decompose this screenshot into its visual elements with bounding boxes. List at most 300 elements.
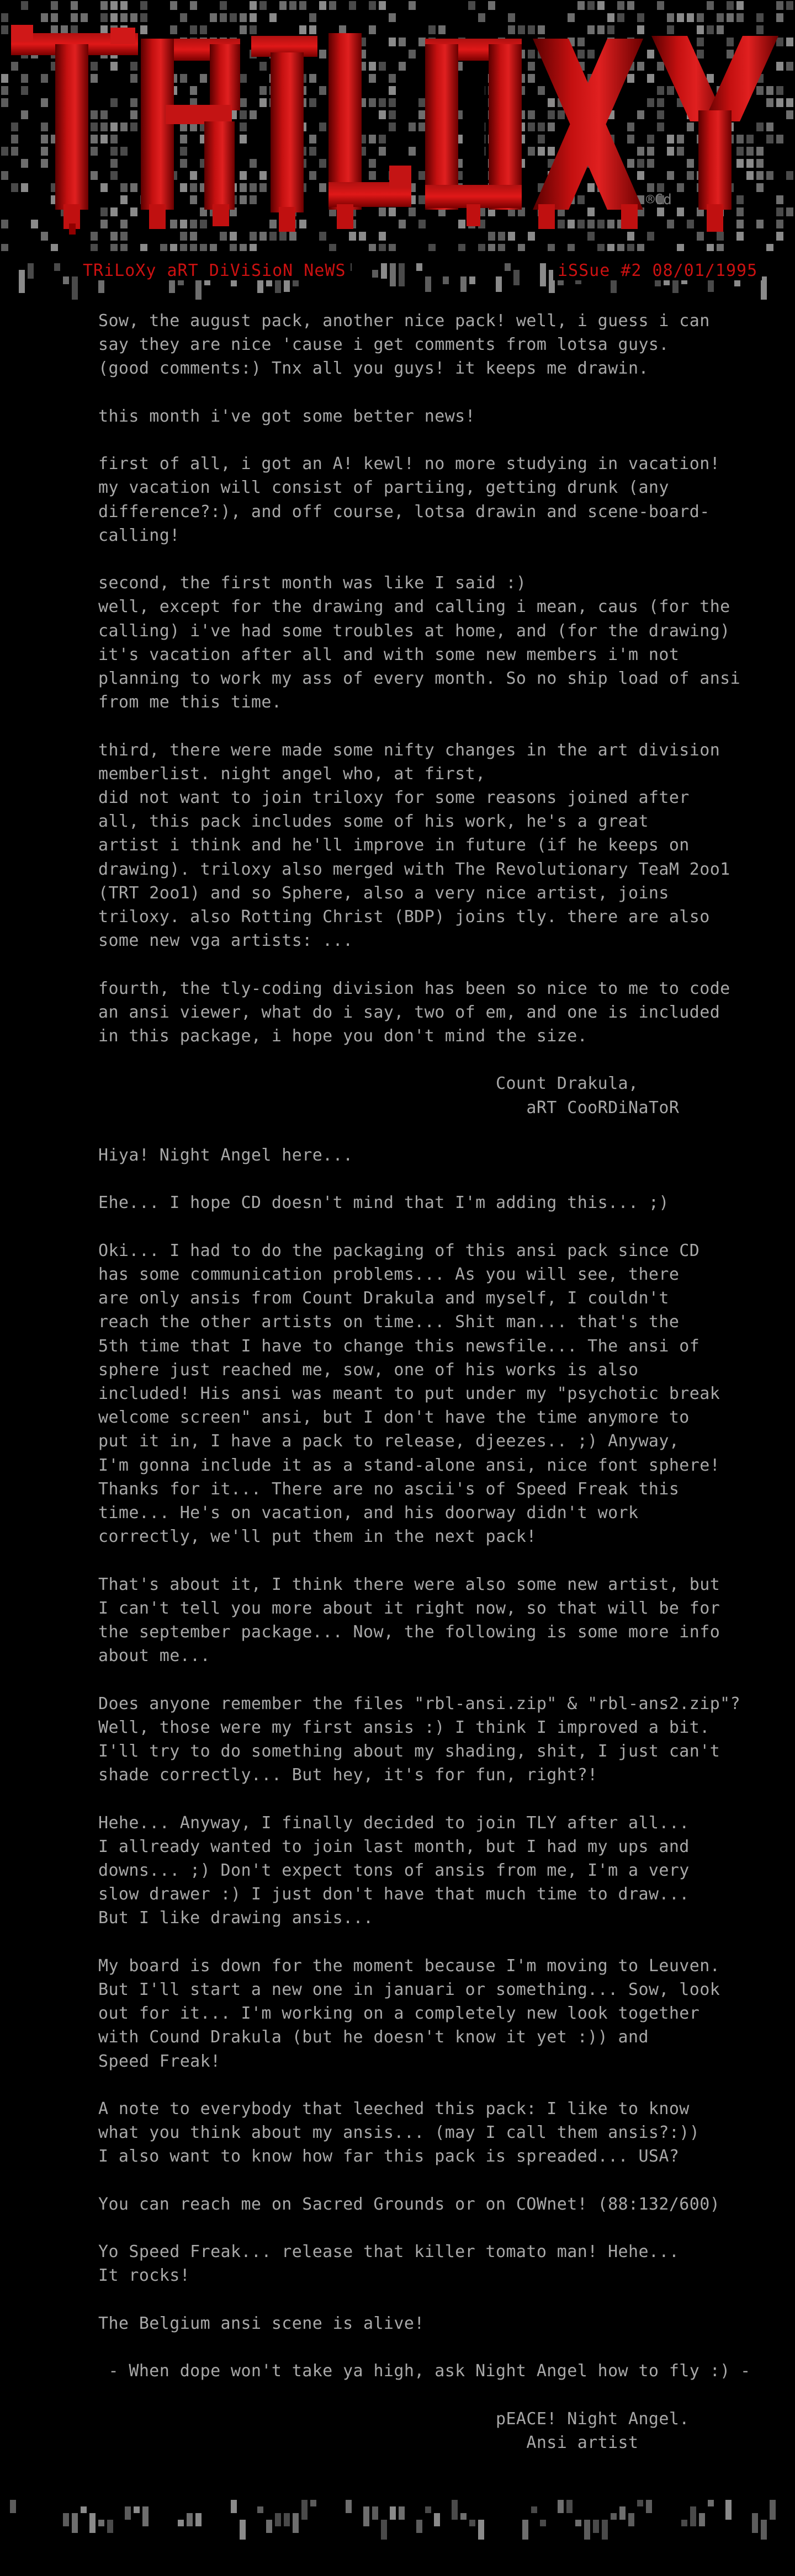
footer-block [752, 2513, 758, 2533]
background-block [41, 123, 48, 131]
paragraph: My board is down for the moment because I'm moving to Leuven. But I'll start a new one in januari or something... Sow, look out for it... I'm working on a completely new look together with Cound Drakula (but he doesn't know it yet :)) and Speed Freak! [98, 1956, 720, 2071]
background-block [91, 74, 98, 83]
background-block [548, 147, 555, 156]
background-block [597, 25, 605, 34]
background-block [727, 13, 734, 22]
background-block [120, 123, 128, 131]
background-block [627, 123, 634, 131]
background-block [140, 13, 147, 22]
background-block [220, 232, 227, 241]
background-block [309, 147, 316, 156]
background-block [91, 110, 98, 119]
background-block [309, 98, 316, 107]
header-bar [0, 251, 795, 301]
background-block [51, 13, 58, 22]
background-block [250, 159, 257, 168]
background-block [587, 50, 595, 58]
background-block [478, 244, 485, 251]
background-block [259, 62, 267, 71]
background-block [786, 98, 793, 107]
footer-block [399, 2506, 405, 2520]
background-block [617, 1, 624, 10]
footer-block [257, 2506, 263, 2513]
footer-block [134, 2506, 140, 2513]
background-block [110, 13, 118, 22]
background-block [369, 62, 376, 71]
background-block [240, 13, 247, 22]
footer-block [372, 2506, 378, 2520]
background-block [369, 74, 376, 83]
footer-block [522, 2520, 528, 2540]
footer-block [611, 2513, 617, 2520]
paragraph: fourth, the tly-coding division has been so nice to me to code an ansi viewer, what do i say, two of em, and one is included in this package, i hope you don't mind the size. [98, 978, 730, 1046]
background-block [100, 13, 108, 22]
background-block [309, 74, 316, 83]
background-block [289, 1, 296, 10]
footer-block [107, 2520, 113, 2533]
background-block [180, 13, 187, 22]
background-block [528, 147, 535, 156]
footer-block [81, 2506, 87, 2513]
background-block [587, 25, 595, 34]
background-block [11, 123, 18, 131]
footer-block [478, 2520, 484, 2540]
background-block [389, 38, 396, 46]
background-block [339, 25, 346, 34]
background-block [130, 110, 137, 119]
background-block [418, 98, 426, 107]
background-block [41, 159, 48, 168]
background-block [180, 74, 187, 83]
header-block [399, 263, 405, 286]
background-block [409, 123, 416, 131]
background-block [657, 86, 664, 95]
background-block [110, 244, 118, 251]
background-block [468, 1, 475, 10]
footer-block [708, 2500, 714, 2506]
background-block [250, 183, 257, 192]
header-block [63, 276, 69, 284]
background-block [756, 220, 764, 228]
background-block [200, 74, 207, 83]
background-block [389, 244, 396, 251]
background-block [438, 25, 446, 34]
background-block [766, 123, 773, 131]
background-block [299, 25, 306, 34]
background-block [677, 244, 684, 251]
background-block [637, 171, 644, 180]
background-block [409, 1, 416, 10]
background-block [1, 25, 8, 34]
background-block [180, 244, 187, 251]
background-block [766, 98, 773, 107]
background-block [538, 123, 545, 131]
footer-block [381, 2520, 387, 2540]
background-block [587, 207, 595, 216]
background-block [319, 183, 326, 192]
background-block [250, 1, 257, 10]
background-block [259, 98, 267, 107]
footer-block [142, 2506, 149, 2526]
background-block [100, 123, 108, 131]
background-block [329, 1, 336, 10]
footer-block [231, 2500, 237, 2513]
background-block [259, 183, 267, 192]
background-block [170, 1, 177, 10]
background-block [428, 25, 436, 34]
background-block [220, 13, 227, 22]
background-block [428, 244, 436, 251]
background-block [776, 232, 783, 241]
background-block [717, 232, 724, 241]
background-block [736, 195, 744, 204]
footer-block [89, 2513, 96, 2533]
footer-block [637, 2500, 643, 2506]
background-block [518, 25, 525, 34]
background-block [180, 135, 187, 143]
background-block [369, 244, 376, 251]
background-block [528, 123, 535, 131]
header-block [540, 263, 546, 286]
background-block [120, 244, 128, 251]
background-block [120, 147, 128, 156]
footer-block [416, 2520, 422, 2533]
background-block [240, 25, 247, 34]
footer-block [346, 2500, 352, 2513]
header-block [381, 263, 387, 279]
background-block [180, 159, 187, 168]
background-block [240, 74, 247, 83]
background-block [71, 1, 78, 10]
background-block [110, 123, 118, 131]
background-block [130, 98, 137, 107]
background-block [369, 171, 376, 180]
background-block [568, 13, 575, 22]
footer-block [566, 2500, 573, 2513]
background-block [409, 50, 416, 58]
footer-block [646, 2500, 652, 2513]
background-block [577, 195, 585, 204]
background-block [587, 232, 595, 241]
footer-block [619, 2506, 626, 2520]
background-block [389, 207, 396, 216]
background-block [786, 171, 793, 180]
background-block [329, 244, 336, 251]
background-block [647, 183, 654, 192]
background-block [240, 183, 247, 192]
background-block [11, 135, 18, 143]
background-block [697, 232, 704, 241]
footer-block [10, 2500, 16, 2513]
paragraph: Hiya! Night Angel here... [98, 1146, 353, 1165]
background-block [488, 244, 495, 251]
paragraph: Ehe... I hope CD doesn't mind that I'm adding this... ;) [98, 1193, 669, 1213]
background-block [240, 110, 247, 119]
background-block [240, 171, 247, 180]
footer-block [628, 2513, 634, 2526]
footer-block [275, 2513, 281, 2526]
background-block [389, 123, 396, 131]
footer-block [531, 2506, 537, 2513]
background-block [100, 1, 108, 10]
background-block [528, 74, 535, 83]
background-block [637, 62, 644, 71]
background-block [756, 159, 764, 168]
background-block [508, 25, 515, 34]
background-block [309, 135, 316, 143]
background-block [597, 220, 605, 228]
background-block [130, 207, 137, 216]
background-block [31, 220, 38, 228]
background-block [727, 38, 734, 46]
background-block [786, 38, 793, 46]
background-block [309, 171, 316, 180]
footer-block [434, 2513, 440, 2526]
background-block [717, 25, 724, 34]
background-block [21, 86, 28, 95]
background-block [677, 207, 684, 216]
footer-block [284, 2513, 290, 2526]
background-block [498, 232, 505, 241]
background-block [130, 62, 137, 71]
background-block [319, 1, 326, 10]
background-block [230, 13, 237, 22]
background-block [21, 183, 28, 192]
background-block [577, 1, 585, 10]
background-block [587, 220, 595, 228]
background-block [110, 171, 118, 180]
background-block [190, 232, 197, 241]
background-block [597, 244, 605, 251]
background-block [548, 110, 555, 119]
background-block [776, 220, 783, 228]
background-block [657, 1, 664, 10]
background-block [657, 98, 664, 107]
background-block [250, 13, 257, 22]
background-block [736, 207, 744, 216]
background-block [41, 135, 48, 143]
background-block [657, 183, 664, 192]
background-block [1, 86, 8, 95]
background-block [259, 171, 267, 180]
background-block [259, 232, 267, 241]
background-block [667, 171, 674, 180]
background-block [647, 50, 654, 58]
background-block [756, 123, 764, 131]
paragraph: A note to everybody that leeched this pack: I like to know what you think about my ansis... (may I call them ansis?:)) I also want to know how far this pack is spreaded... USA? [98, 2099, 700, 2167]
footer-block [460, 2513, 467, 2520]
background-block [577, 38, 585, 46]
background-block [81, 13, 88, 22]
signature-count-drakula: Count Drakula, aRT CooRDiNaToR [495, 1074, 680, 1117]
background-block [637, 110, 644, 119]
background-block [21, 1, 28, 10]
header-block [416, 263, 422, 271]
background-block [776, 86, 783, 95]
footer-block [240, 2520, 246, 2540]
footer-block [469, 2520, 475, 2526]
background-block [637, 13, 644, 22]
background-block [667, 86, 674, 95]
background-block [51, 244, 58, 251]
background-block [210, 13, 217, 22]
background-block [110, 207, 118, 216]
background-block [120, 232, 128, 241]
background-block [190, 195, 197, 204]
background-block [21, 159, 28, 168]
header-block [460, 276, 467, 292]
background-block [369, 159, 376, 168]
background-block [776, 62, 783, 71]
background-block [91, 232, 98, 241]
paragraph: second, the first month was like I said :) well, except for the drawing and calling i mean, caus (for the calling) i've had some troubles at home, and (for the drawing) it's vacation after all and with some new members i'm not planning to work my ass of every month. So no ship load of ansi from me this time. [98, 573, 741, 712]
background-block [21, 110, 28, 119]
footer-block [363, 2506, 369, 2526]
footer-blocks [0, 2467, 795, 2574]
background-block [637, 159, 644, 168]
background-block [160, 244, 167, 251]
paragraph: Oki... I had to do the packaging of this ansi pack since CD has some communication problems... As you will see, there are only ansis from Count Drakula and myself, I couldn't reach the other artists on time... Shit man... that's the 5th time that I have to change this newsfile... The ansi of sphere just reached me, sow, one of his works is also included! His ansi was meant to put under my "psychotic break welcome screen" ansi, but I don't have the time anymore to put it in, I have a pack to release, djeezes.. ;) Anyway, I'm gonna include it as a stand-alone ansi, nice font sphere! Thanks for it... There are no ascii's of Speed Freak this time... He's on vacation, and his doorway didn't work correctly, we'll put them in the next pack! [98, 1241, 720, 1547]
background-block [140, 244, 147, 251]
background-block [528, 50, 535, 58]
background-block [746, 147, 754, 156]
background-block [776, 1, 783, 10]
background-block [379, 62, 386, 71]
paragraph: Yo Speed Freak... release that killer tomato man! Hehe... It rocks! [98, 2242, 680, 2286]
background-block [647, 98, 654, 107]
header-block [513, 270, 520, 285]
background-block [389, 98, 396, 107]
background-block [776, 207, 783, 216]
footer-block [178, 2520, 184, 2526]
background-block [617, 244, 624, 251]
background-block [240, 98, 247, 107]
background-block [627, 159, 634, 168]
header-block [72, 276, 78, 300]
background-block [548, 123, 555, 131]
footer-block [98, 2520, 104, 2526]
footer-block [425, 2506, 431, 2513]
background-block [697, 13, 704, 22]
background-block [637, 147, 644, 156]
footer-block [390, 2506, 396, 2520]
background-block [607, 220, 614, 228]
background-block [548, 244, 555, 251]
background-block [528, 62, 535, 71]
background-block [617, 13, 624, 22]
paragraph: Sow, the august pack, another nice pack! well, i guess i can say they are nice 'cause i get comments from lotsa guys. (good comments:) Tnx all you guys! it keeps me drawin. [98, 311, 710, 379]
paragraph: The Belgium ansi scene is alive! [98, 2313, 425, 2333]
background-block [558, 110, 565, 119]
background-block [647, 232, 654, 241]
background-block [240, 195, 247, 204]
background-block [379, 147, 386, 156]
background-block [756, 147, 764, 156]
background-block [100, 110, 108, 119]
background-block [120, 195, 128, 204]
footer-block [63, 2513, 69, 2526]
footer-block [540, 2520, 546, 2526]
background-block [279, 232, 287, 241]
background-block [627, 244, 634, 251]
background-block [697, 25, 704, 34]
background-block [1, 147, 8, 156]
background-block [717, 244, 724, 251]
background-block [130, 74, 137, 83]
background-block [389, 74, 396, 83]
background-block [647, 74, 654, 83]
background-block [776, 13, 783, 22]
background-block [736, 135, 744, 143]
background-block [51, 25, 58, 34]
footer-block [584, 2520, 590, 2540]
background-block [577, 220, 585, 228]
background-block [647, 159, 654, 168]
background-block [647, 135, 654, 143]
header-block [505, 263, 511, 271]
background-block [647, 147, 654, 156]
background-block [776, 195, 783, 204]
background-block [41, 98, 48, 107]
footer-block [761, 2520, 767, 2540]
background-block [190, 220, 197, 228]
background-block [568, 220, 575, 228]
background-block [220, 1, 227, 10]
background-block [319, 50, 326, 58]
header-block [469, 276, 475, 284]
background-block [389, 110, 396, 119]
footer-block [602, 2520, 608, 2540]
background-block [379, 135, 386, 143]
background-block [309, 13, 316, 22]
background-block [1, 13, 8, 22]
background-block [657, 207, 664, 216]
background-block [776, 135, 783, 143]
background-block [697, 50, 704, 58]
background-block [11, 183, 18, 192]
footer-block [195, 2513, 202, 2526]
background-block [727, 50, 734, 58]
background-block [488, 1, 495, 10]
footer-block [72, 2513, 78, 2533]
header-block [443, 276, 449, 284]
background-block [110, 1, 118, 10]
background-block [607, 25, 614, 34]
background-block [538, 86, 545, 95]
footer-block [266, 2520, 272, 2533]
background-block [667, 25, 674, 34]
background-block [379, 207, 386, 216]
background-block [299, 220, 306, 228]
background-block [100, 25, 108, 34]
background-block [1, 244, 8, 251]
background-block [677, 147, 684, 156]
background-block [756, 13, 764, 22]
background-block [319, 159, 326, 168]
logo-letter-o [425, 39, 522, 226]
background-block [687, 171, 694, 180]
background-block [259, 86, 267, 95]
background-block [508, 232, 515, 241]
background-block [418, 171, 426, 180]
background-block [498, 244, 505, 251]
background-block [120, 220, 128, 228]
background-block [736, 147, 744, 156]
background-block [190, 244, 197, 251]
footer-block [452, 2500, 458, 2520]
background-block [697, 38, 704, 46]
background-block [518, 244, 525, 251]
